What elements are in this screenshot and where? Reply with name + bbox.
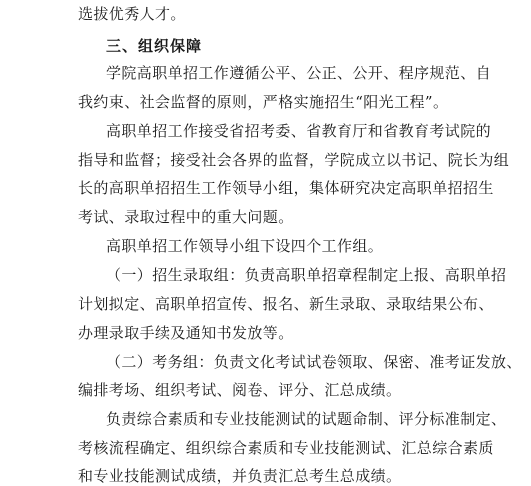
text-line: 指导和监督；接受社会各界的监督，学院成立以书记、院长为组 bbox=[78, 151, 510, 169]
paragraph-first-line: 负责综合素质和专业技能测试的试题命制、评分标准制定、 bbox=[106, 410, 507, 428]
text-line: 编排考场、组织考试、阅卷、评分、汇总成绩。 bbox=[78, 381, 402, 399]
paragraph-first-line: 高职单招工作领导小组下设四个工作组。 bbox=[106, 237, 384, 255]
text-line: 长的高职单招招生工作领导小组，集体研究决定高职单招招生 bbox=[78, 179, 494, 197]
paragraph-first-line: （一）招生录取组：负责高职单招章程制定上报、高职单招 bbox=[106, 266, 507, 284]
text-line: 和专业技能测试成绩，并负责汇总考生总成绩。 bbox=[78, 467, 402, 485]
text-line: 我约束、社会监督的原则，严格实施招生“阳光工程”。 bbox=[78, 93, 449, 111]
text-line: 考试、录取过程中的重大问题。 bbox=[78, 208, 294, 226]
text-line: 选拔优秀人才。 bbox=[78, 5, 186, 23]
paragraph-first-line: （二）考务组：负责文化考试试卷领取、保密、准考证发放、 bbox=[106, 353, 522, 371]
text-line: 办理录取手续及通知书发放等。 bbox=[78, 324, 294, 342]
paragraph-first-line: 学院高职单招工作遵循公平、公正、公开、程序规范、自 bbox=[106, 64, 492, 82]
section-heading: 三、组织保障 bbox=[106, 37, 203, 55]
paragraph-first-line: 高职单招工作接受省招考委、省教育厅和省教育考试院的 bbox=[106, 122, 492, 140]
text-line: 考核流程确定、组织综合素质和专业技能测试、汇总综合素质 bbox=[78, 439, 494, 457]
text-line: 计划拟定、高职单招宣传、报名、新生录取、录取结果公布、 bbox=[78, 295, 494, 313]
